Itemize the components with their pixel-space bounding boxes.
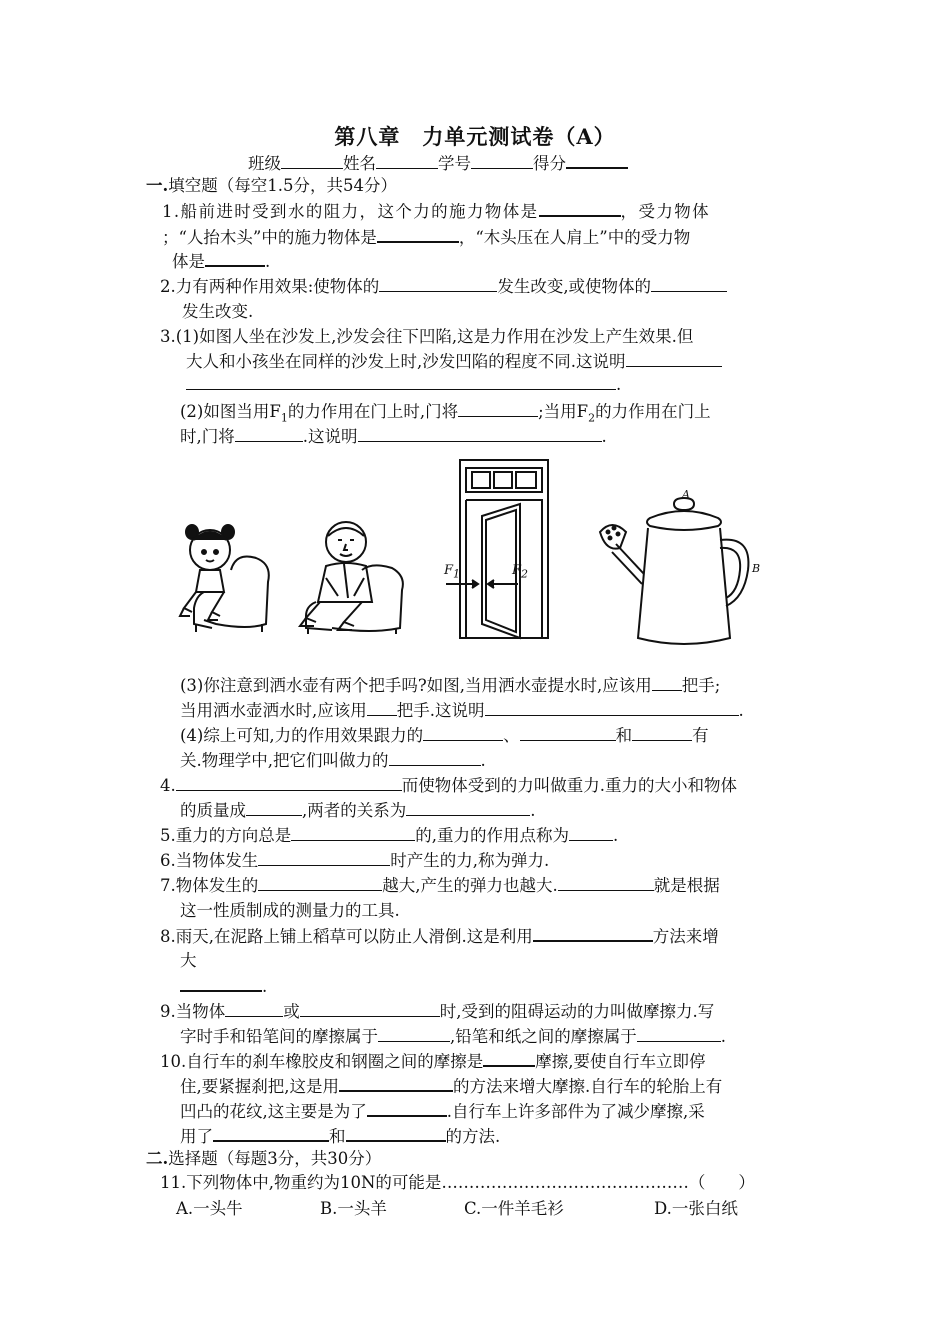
q4-text: 而使物体受到的力叫做重力.重力的大小和物体 bbox=[401, 776, 737, 795]
name-label: 姓名 bbox=[343, 154, 376, 173]
q5-text: 5.重力的方向总是 bbox=[160, 826, 292, 845]
q3-text: .这说明 bbox=[302, 427, 358, 446]
q3-blank-1[interactable] bbox=[626, 351, 722, 367]
q4-blank-3[interactable] bbox=[406, 800, 530, 816]
q5-blank-2[interactable] bbox=[569, 825, 613, 841]
q10-text: 的方法来增大摩擦.自行车的轮胎上有 bbox=[453, 1077, 723, 1096]
q10-line-3 bbox=[180, 1100, 705, 1123]
q4-text: 的质量成 bbox=[180, 801, 246, 820]
name-blank[interactable] bbox=[376, 153, 438, 169]
q3-text: . bbox=[480, 751, 486, 770]
q9-text: 时,受到的阻碍运动的力叫做摩擦力.写 bbox=[439, 1002, 715, 1021]
door-figure bbox=[442, 456, 556, 642]
q11-option-d[interactable]: D.一张白纸 bbox=[654, 1199, 738, 1218]
q3-text: (2)如图当用F bbox=[180, 402, 281, 421]
q2-blank-2[interactable] bbox=[651, 276, 727, 292]
f1-subscript: 1 bbox=[280, 411, 288, 425]
q11-stem: 11.下列物体中,物重约为10N的可能是………………………………………（ ） bbox=[160, 1173, 755, 1192]
q9-text: . bbox=[720, 1027, 726, 1046]
q2-blank-1[interactable] bbox=[379, 276, 497, 292]
q7-text: 越大,产生的弹力也越大. bbox=[382, 876, 558, 895]
section-1-note: （每空1.5分，共54分） bbox=[217, 176, 397, 195]
q3-blank-3[interactable] bbox=[235, 426, 303, 442]
q5-blank-1[interactable] bbox=[291, 825, 415, 841]
force-label: F bbox=[512, 563, 522, 578]
q3-blank-4[interactable] bbox=[358, 426, 602, 442]
q2-text: 2.力有两种作用效果:使物体的 bbox=[160, 277, 380, 296]
q9-blank-3[interactable] bbox=[378, 1026, 450, 1042]
q3-blank-1-cont[interactable] bbox=[186, 374, 616, 390]
q3-text: . bbox=[738, 701, 744, 720]
q3-text: . bbox=[616, 375, 622, 394]
q5-text: . bbox=[613, 826, 619, 845]
q2-line-2: 发生改变. bbox=[182, 302, 254, 321]
q10-blank-1[interactable] bbox=[483, 1050, 535, 1067]
q3-blank-5[interactable] bbox=[652, 675, 682, 691]
q3-text: (4)综上可知,力的作用效果跟力的 bbox=[180, 726, 424, 745]
q3-part4-line-1 bbox=[180, 725, 709, 747]
q3-text: 把手.这说明 bbox=[396, 701, 485, 720]
man-on-sofa-figure bbox=[292, 518, 408, 636]
q6-blank-1[interactable] bbox=[258, 850, 390, 866]
q7-line-1 bbox=[160, 875, 720, 897]
q3-blank-2[interactable] bbox=[458, 401, 538, 417]
q6-line bbox=[160, 850, 549, 872]
force-subscript: 2 bbox=[521, 567, 529, 581]
q1-text: ，“木头压在人肩上”中的受力物 bbox=[458, 228, 691, 247]
section-2-number: 二. bbox=[146, 1149, 169, 1168]
q10-text: 的方法. bbox=[445, 1127, 501, 1146]
q7-blank-1[interactable] bbox=[258, 875, 382, 891]
q3-blank-9[interactable] bbox=[520, 725, 616, 741]
q7-line-2: 这一性质制成的测量力的工具. bbox=[180, 901, 400, 920]
q3-line-5 bbox=[180, 426, 607, 448]
q1-blank-3[interactable] bbox=[205, 250, 265, 267]
q1-text: 体是 bbox=[172, 252, 205, 271]
q3-text: ;当用F bbox=[538, 402, 589, 421]
q8-text: 方法来增 bbox=[652, 927, 719, 946]
q9-text: 字时手和铅笔间的摩擦属于 bbox=[180, 1027, 378, 1046]
q1-line-3 bbox=[172, 250, 270, 273]
q6-text: 时产生的力,称为弹力. bbox=[390, 851, 550, 870]
q8-line-3 bbox=[180, 975, 267, 998]
q3-part4-line-2 bbox=[180, 750, 486, 772]
q3-text: (3)你注意到洒水壶有两个把手吗?如图,当用洒水壶提水时,应该用 bbox=[180, 676, 652, 695]
q10-blank-2[interactable] bbox=[339, 1075, 453, 1092]
q9-line-2 bbox=[180, 1026, 726, 1048]
q10-blank-3[interactable] bbox=[367, 1100, 447, 1117]
q8-text: . bbox=[262, 977, 268, 996]
door-f2-label bbox=[512, 560, 528, 586]
q3-text: 把手; bbox=[681, 676, 721, 695]
q5-text: 的,重力的作用点称为 bbox=[415, 826, 569, 845]
q3-blank-10[interactable] bbox=[632, 725, 692, 741]
q3-text: 、 bbox=[503, 726, 520, 745]
q3-text: 的力作用在门上时,门将 bbox=[287, 402, 459, 421]
door-f1-label bbox=[444, 560, 460, 586]
q3-blank-7[interactable] bbox=[485, 700, 739, 716]
q7-text: 就是根据 bbox=[653, 876, 720, 895]
force-subscript: 1 bbox=[453, 567, 461, 581]
q9-text: 或 bbox=[283, 1002, 300, 1021]
q9-blank-1[interactable] bbox=[225, 1001, 283, 1017]
q4-blank-1[interactable] bbox=[176, 775, 402, 791]
q4-text: 4. bbox=[160, 776, 176, 795]
section-1-name: 填空题 bbox=[168, 176, 218, 195]
kettle-label-b: B bbox=[752, 562, 761, 575]
q11-option-b[interactable]: B.一头羊 bbox=[320, 1199, 387, 1218]
q10-text: .自行车上许多部件为了减少摩擦,采 bbox=[446, 1102, 705, 1121]
force-label: F bbox=[444, 563, 454, 578]
q1-text: ；“人抬木头”中的施力物体是 bbox=[162, 228, 377, 247]
q7-blank-2[interactable] bbox=[558, 875, 654, 891]
q10-text: 10.自行车的刹车橡胶皮和钢圈之间的摩擦是 bbox=[160, 1052, 484, 1071]
section-2-name: 选择题 bbox=[168, 1149, 218, 1168]
q1-line-1 bbox=[162, 200, 710, 223]
q8-blank-1[interactable] bbox=[533, 925, 653, 942]
q3-text: 当用洒水壶洒水时,应该用 bbox=[180, 701, 367, 720]
q10-line-1 bbox=[160, 1050, 706, 1073]
q3-blank-6[interactable] bbox=[367, 700, 397, 716]
section-2-note: （每题3分，共30分） bbox=[217, 1149, 382, 1168]
q4-text: . bbox=[530, 801, 536, 820]
q9-blank-4[interactable] bbox=[637, 1026, 721, 1042]
q3-text: . bbox=[601, 427, 607, 446]
q3-text: 大人和小孩坐在同样的沙发上时,沙发凹陷的程度不同.这说明 bbox=[186, 352, 626, 371]
q8-blank-1-cont[interactable] bbox=[180, 975, 262, 992]
q8-line-2: 大 bbox=[180, 951, 197, 970]
q10-blank-5[interactable] bbox=[346, 1125, 446, 1142]
page-title: 第八章 力单元测试卷（A） bbox=[334, 124, 616, 149]
kettle-label-a: A bbox=[682, 488, 690, 501]
q6-text: 6.当物体发生 bbox=[160, 851, 259, 870]
section-2-heading bbox=[146, 1148, 381, 1170]
q10-line-4 bbox=[180, 1125, 500, 1148]
section-1-heading bbox=[146, 175, 397, 197]
q3-text: 和 bbox=[615, 726, 633, 745]
number-blank[interactable] bbox=[471, 153, 533, 169]
q9-line-1 bbox=[160, 1001, 714, 1023]
q2-line-1 bbox=[160, 276, 727, 298]
q10-text: 摩擦,要使自行车立即停 bbox=[535, 1052, 706, 1071]
q10-text: 和 bbox=[329, 1127, 346, 1146]
q1-text: ，受力物体 bbox=[620, 202, 711, 221]
q10-text: 住,要紧握刹把,这是用 bbox=[180, 1077, 339, 1096]
student-info-line bbox=[248, 152, 628, 175]
score-blank[interactable] bbox=[566, 152, 628, 169]
section-1-number: 一. bbox=[146, 176, 169, 195]
q1-blank-1[interactable] bbox=[539, 200, 621, 217]
score-label: 得分 bbox=[533, 154, 566, 173]
q10-text: 凹凸的花纹,这主要是为了 bbox=[180, 1102, 367, 1121]
q1-line-2 bbox=[162, 226, 690, 249]
q11-option-a[interactable]: A.一头牛 bbox=[176, 1199, 243, 1218]
q3-blank-11[interactable] bbox=[389, 750, 481, 766]
q3-line-3 bbox=[186, 374, 621, 396]
q4-line-2 bbox=[180, 800, 536, 822]
q3-text: 有 bbox=[692, 726, 709, 745]
q1-blank-2[interactable] bbox=[377, 226, 459, 243]
q3-part3-line-2 bbox=[180, 700, 744, 722]
q4-blank-2[interactable] bbox=[246, 800, 302, 816]
q8-line-1 bbox=[160, 925, 719, 948]
q9-blank-2[interactable] bbox=[300, 1001, 440, 1017]
q3-text: 的力作用在门上 bbox=[595, 402, 711, 421]
q3-blank-8[interactable] bbox=[423, 725, 503, 741]
q10-line-2 bbox=[180, 1075, 722, 1098]
class-blank[interactable] bbox=[281, 153, 343, 169]
q8-text: 8.雨天,在泥路上铺上稻草可以防止人滑倒.这是利用 bbox=[160, 927, 533, 946]
girl-on-sofa-figure bbox=[176, 512, 276, 636]
watering-kettle-figure bbox=[592, 488, 778, 646]
number-label: 学号 bbox=[438, 154, 471, 173]
q3-line-1: 3.(1)如图人坐在沙发上,沙发会往下凹陷,这是力作用在沙发上产生效果.但 bbox=[160, 327, 694, 346]
q3-line-2 bbox=[186, 351, 722, 373]
q3-text: 关.物理学中,把它们叫做力的 bbox=[180, 751, 389, 770]
q10-blank-4[interactable] bbox=[213, 1125, 329, 1142]
q1-text: 1.船前进时受到水的阻力，这个力的施力物体是 bbox=[162, 202, 539, 221]
q11-option-c[interactable]: C.一件羊毛衫 bbox=[464, 1199, 564, 1218]
q7-text: 7.物体发生的 bbox=[160, 876, 259, 895]
q10-text: 用了 bbox=[180, 1127, 213, 1146]
q9-text: 9.当物体 bbox=[160, 1002, 226, 1021]
q4-line-1 bbox=[160, 775, 737, 797]
q1-text: . bbox=[265, 252, 271, 271]
f2-subscript: 2 bbox=[588, 411, 596, 425]
q9-text: ,铅笔和纸之间的摩擦属于 bbox=[450, 1027, 637, 1046]
q3-text: 时,门将 bbox=[180, 427, 235, 446]
q5-line bbox=[160, 825, 618, 847]
class-label: 班级 bbox=[248, 154, 281, 173]
q3-part3-line-1 bbox=[180, 675, 720, 697]
q2-text: 发生改变,或使物体的 bbox=[497, 277, 652, 296]
q4-text: ,两者的关系为 bbox=[302, 801, 407, 820]
